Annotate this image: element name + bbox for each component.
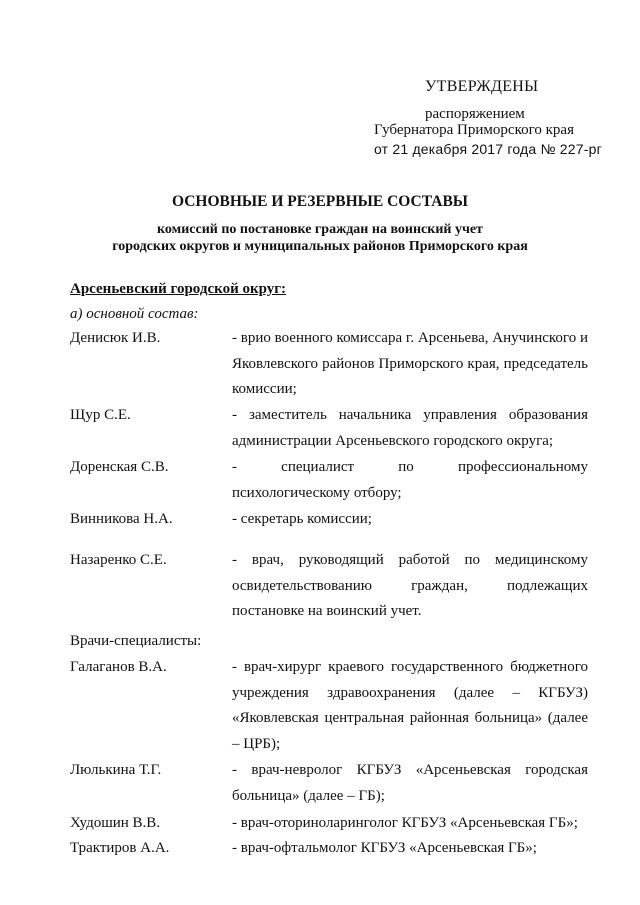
member-name: Доренская С.В.: [70, 459, 169, 475]
doctor-name: Худошин В.В.: [70, 815, 161, 831]
doctor-role: - врач-хирург краевого государственного бюджетного учреждения здравоохранения (далее – КГБУЗ) «Яковлевская центральная районная больница» (далее – ЦРБ);: [232, 659, 588, 752]
member-role: - секретарь комиссии;: [232, 511, 372, 527]
approval-title: УТВЕРЖДЕНЫ: [425, 78, 539, 95]
approval-date-number: от 21 декабря 2017 года № 227-рг: [374, 141, 602, 157]
doctor-name: Трактиров А.А.: [70, 840, 170, 856]
doctors-heading: Врачи-специалисты:: [70, 633, 202, 649]
member-role: - врач, руководящий работой по медицинскому освидетельствованию граждан, подлежащих постановке на воинский учет.: [232, 552, 588, 619]
member-role: - заместитель начальника управления образования администрации Арсеньевского городского округа;: [232, 407, 588, 449]
member-role: - врио военного комиссара г. Арсеньева, Анучинского и Яковлевского районов Приморского края, председатель комиссии;: [232, 330, 588, 397]
document-title: ОСНОВНЫЕ И РЕЗЕРВНЫЕ СОСТАВЫ: [171, 193, 469, 210]
member-role: - специалист по профессиональному психологическому отбору;: [232, 459, 588, 501]
doctor-role: - врач-оториноларинголог КГБУЗ «Арсеньевская ГБ»;: [232, 815, 578, 831]
member-name: Винникова Н.А.: [70, 511, 173, 527]
document-subtitle-line2: городских округов и муниципальных районов Приморского края: [112, 239, 528, 254]
doctor-role: - врач-невролог КГБУЗ «Арсеньевская городская больница» (далее – ГБ);: [232, 762, 588, 804]
member-name: Денисюк И.В.: [70, 330, 161, 346]
approval-order-type: распоряжением: [425, 106, 525, 122]
approval-authority: Губернатора Приморского края: [374, 122, 574, 138]
section-subheading: а) основной состав:: [70, 306, 199, 322]
doctor-role: - врач-офтальмолог КГБУЗ «Арсеньевская ГБ»;: [232, 840, 537, 856]
document-subtitle-line1: комиссий по постановке граждан на воинский учет: [157, 222, 483, 237]
member-name: Назаренко С.Е.: [70, 552, 167, 568]
member-name: Щур С.Е.: [70, 407, 131, 423]
section-heading: Арсеньевский городской округ:: [70, 281, 287, 297]
doctor-name: Люлькина Т.Г.: [70, 762, 162, 778]
doctor-name: Галаганов В.А.: [70, 659, 167, 675]
